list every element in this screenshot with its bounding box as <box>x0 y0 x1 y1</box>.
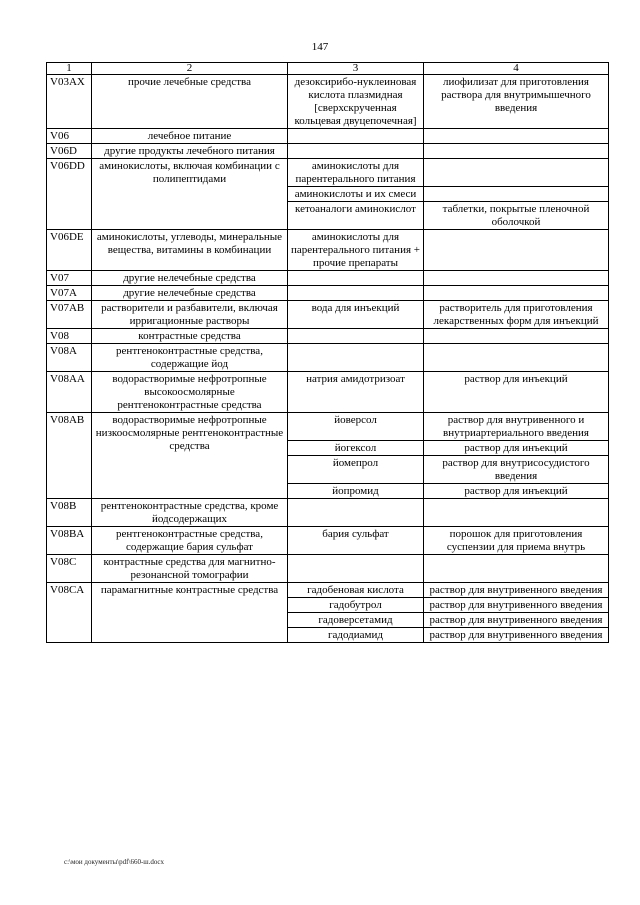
group-name: контрастные средства для магнитно-резонансной томографии <box>92 555 288 583</box>
group-name: другие нелечебные средства <box>92 271 288 286</box>
atc-code: V08AA <box>47 372 92 413</box>
dosage-form: раствор для внутривенного введения <box>424 583 609 598</box>
drug-name <box>288 144 424 159</box>
group-name: прочие лечебные средства <box>92 75 288 129</box>
table-row <box>47 372 609 413</box>
group-name: аминокислоты, углеводы, минеральные вещества, витамины в комбинации <box>92 230 288 271</box>
header-cell: 3 <box>288 63 424 75</box>
drug-name <box>288 499 424 527</box>
drug-name <box>288 129 424 144</box>
group-name: парамагнитные контрастные средства <box>92 583 288 643</box>
dosage-form <box>424 159 609 187</box>
group-name: лечебное питание <box>92 129 288 144</box>
dosage-form: раствор для инъекций <box>424 372 609 413</box>
drug-name: аминокислоты для парентерального питания <box>288 159 424 187</box>
dosage-form: раствор для внутривенного введения <box>424 628 609 643</box>
dosage-form <box>424 286 609 301</box>
atc-code: V03AX <box>47 75 92 129</box>
drug-name <box>288 286 424 301</box>
dosage-form <box>424 187 609 202</box>
drug-name <box>288 344 424 372</box>
atc-code: V06DE <box>47 230 92 271</box>
dosage-form: раствор для инъекций <box>424 441 609 456</box>
drug-name: гадобутрол <box>288 598 424 613</box>
table-row <box>47 230 609 271</box>
drug-name: йомепрол <box>288 456 424 484</box>
atc-code: V07A <box>47 286 92 301</box>
dosage-form: лиофилизат для приготовления раствора для внутримышечного введения <box>424 75 609 129</box>
dosage-form: раствор для инъекций <box>424 484 609 499</box>
drug-name: натрия амидотризоат <box>288 372 424 413</box>
header-cell: 4 <box>424 63 609 75</box>
atc-code: V08A <box>47 344 92 372</box>
atc-code: V08CA <box>47 583 92 643</box>
drug-name: йоверсол <box>288 413 424 441</box>
dosage-form: раствор для внутрисосудистого введения <box>424 456 609 484</box>
group-name: аминокислоты, включая комбинации с полипептидами <box>92 159 288 230</box>
drug-name <box>288 271 424 286</box>
drug-name: вода для инъекций <box>288 301 424 329</box>
table-header-row <box>47 63 609 75</box>
dosage-form <box>424 499 609 527</box>
atc-code: V07 <box>47 271 92 286</box>
drug-name: гадоверсетамид <box>288 613 424 628</box>
dosage-form: раствор для внутривенного введения <box>424 598 609 613</box>
atc-code: V08B <box>47 499 92 527</box>
table-row <box>47 144 609 159</box>
footer-file-path: c:\мои документы\pdf\660-ш.docx <box>64 858 165 866</box>
drug-name: аминокислоты для парентерального питания + прочие препараты <box>288 230 424 271</box>
drug-name <box>288 555 424 583</box>
atc-code: V06 <box>47 129 92 144</box>
dosage-form: растворитель для приготовления лекарственных форм для инъекций <box>424 301 609 329</box>
group-name: рентгеноконтрастные средства, содержащие бария сульфат <box>92 527 288 555</box>
dosage-form <box>424 329 609 344</box>
table-row <box>47 329 609 344</box>
drug-name: йопромид <box>288 484 424 499</box>
group-name: водорастворимые нефротропные высокоосмолярные рентгеноконтрастные средства <box>92 372 288 413</box>
table-row <box>47 583 609 598</box>
atc-code: V08AB <box>47 413 92 499</box>
atc-code: V06D <box>47 144 92 159</box>
group-name: другие нелечебные средства <box>92 286 288 301</box>
drug-name: аминокислоты и их смеси <box>288 187 424 202</box>
group-name: водорастворимые нефротропные низкоосмолярные рентгеноконтрастные средства <box>92 413 288 499</box>
drug-name: бария сульфат <box>288 527 424 555</box>
table-row <box>47 499 609 527</box>
drug-name: гадобеновая кислота <box>288 583 424 598</box>
drug-classification-table <box>46 62 609 643</box>
table-row <box>47 527 609 555</box>
group-name: растворители и разбавители, включая ирригационные растворы <box>92 301 288 329</box>
dosage-form: раствор для внутривенного введения <box>424 613 609 628</box>
dosage-form <box>424 230 609 271</box>
table-row <box>47 301 609 329</box>
drug-name <box>288 329 424 344</box>
drug-name: гадодиамид <box>288 628 424 643</box>
atc-code: V07AB <box>47 301 92 329</box>
table-row <box>47 271 609 286</box>
atc-code: V06DD <box>47 159 92 230</box>
dosage-form: таблетки, покрытые пленочной оболочкой <box>424 202 609 230</box>
header-cell: 2 <box>92 63 288 75</box>
table-row <box>47 555 609 583</box>
dosage-form <box>424 144 609 159</box>
table-row <box>47 413 609 441</box>
table-row <box>47 159 609 187</box>
atc-code: V08BA <box>47 527 92 555</box>
dosage-form <box>424 129 609 144</box>
atc-code: V08 <box>47 329 92 344</box>
page-number: 147 <box>311 41 329 53</box>
dosage-form <box>424 344 609 372</box>
group-name: другие продукты лечебного питания <box>92 144 288 159</box>
dosage-form: раствор для внутривенного и внутриартериального введения <box>424 413 609 441</box>
table-row <box>47 129 609 144</box>
header-cell: 1 <box>47 63 92 75</box>
table-row <box>47 286 609 301</box>
dosage-form <box>424 555 609 583</box>
group-name: рентгеноконтрастные средства, содержащие йод <box>92 344 288 372</box>
table-row <box>47 344 609 372</box>
drug-name: йогексол <box>288 441 424 456</box>
table-row <box>47 75 609 129</box>
group-name: контрастные средства <box>92 329 288 344</box>
drug-name: дезоксирибо-нуклеиновая кислота плазмидная [сверхскрученная кольцевая двуцепочечная] <box>288 75 424 129</box>
atc-code: V08C <box>47 555 92 583</box>
dosage-form <box>424 271 609 286</box>
drug-name: кетоаналоги аминокислот <box>288 202 424 230</box>
dosage-form: порошок для приготовления суспензии для приема внутрь <box>424 527 609 555</box>
group-name: рентгеноконтрастные средства, кроме йодсодержащих <box>92 499 288 527</box>
